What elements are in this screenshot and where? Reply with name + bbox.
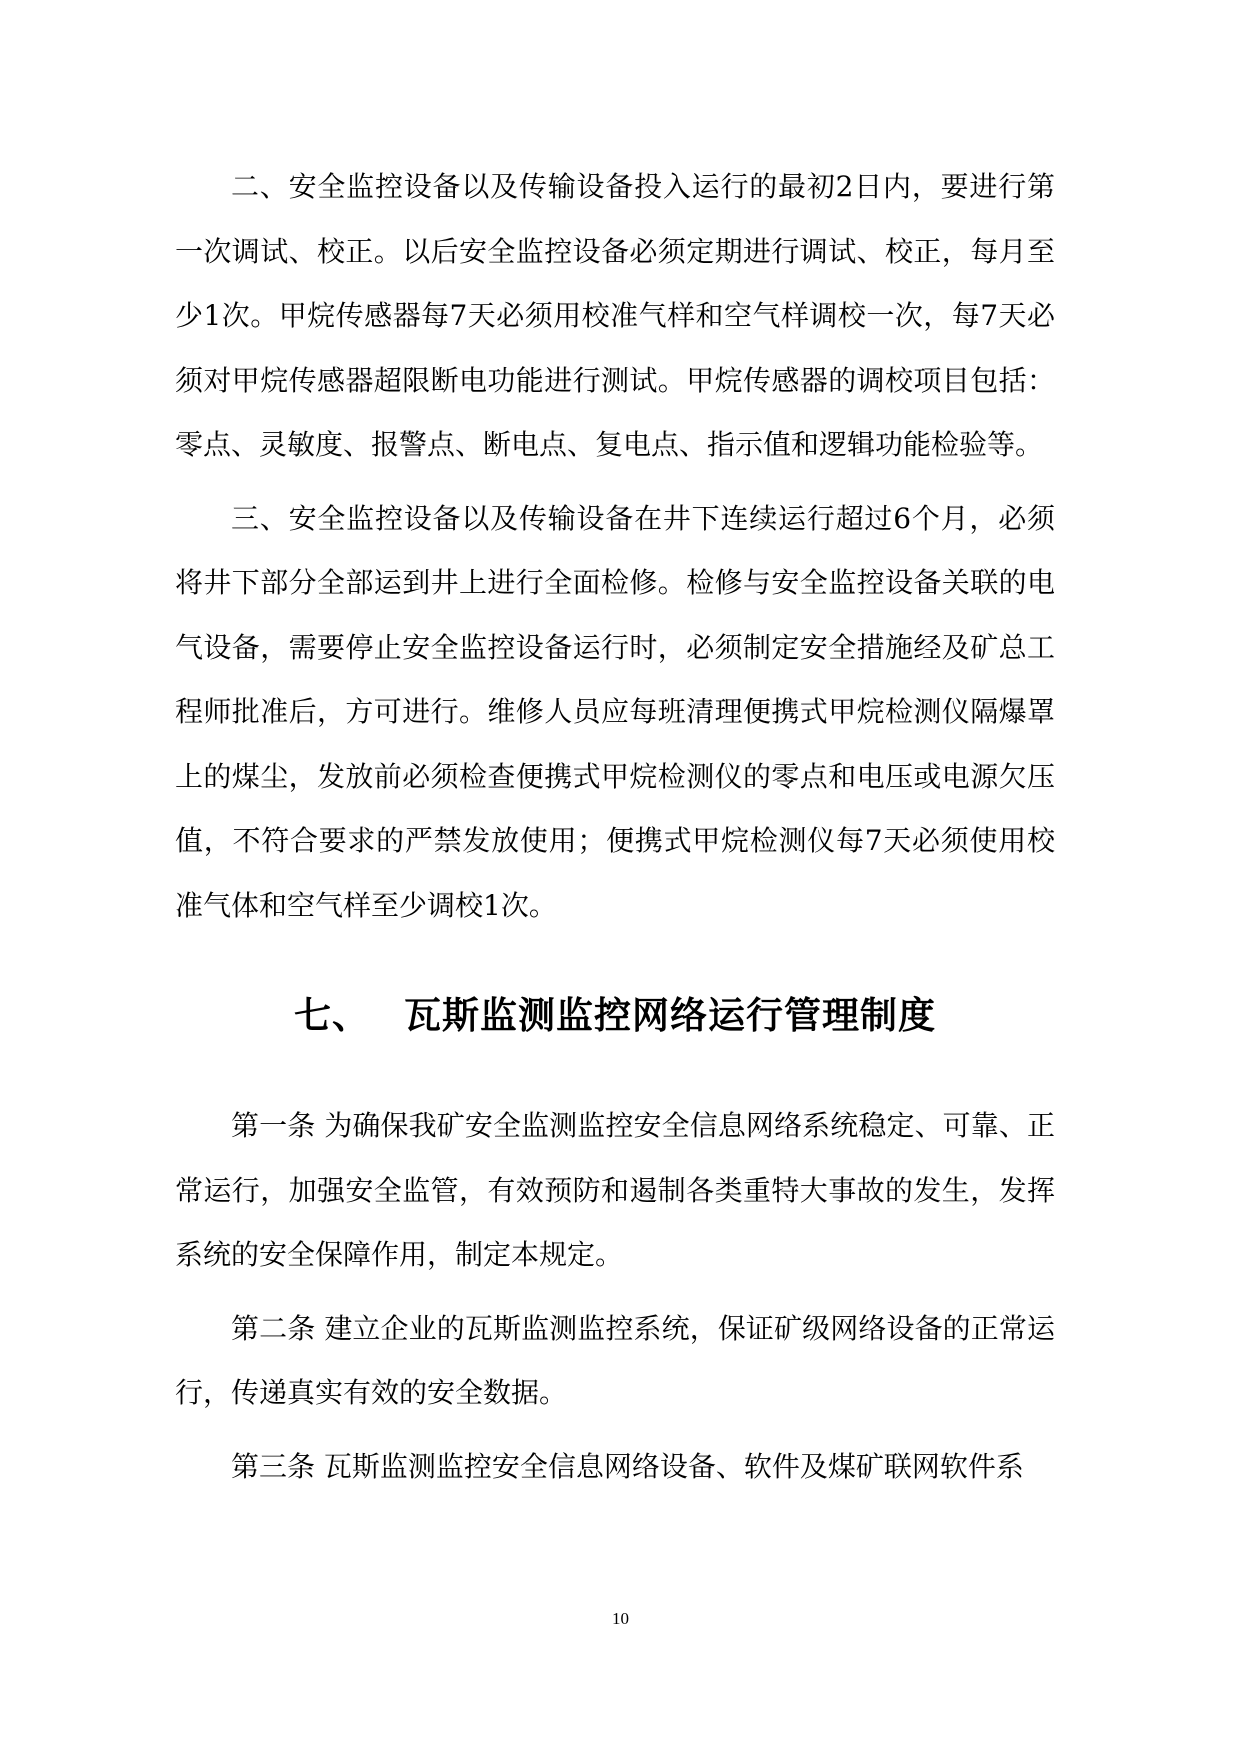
page-body	[175, 155, 1055, 1499]
article-2: 第二条 建立企业的瓦斯监测监控系统，保证矿级网络设备的正常运行，传递真实有效的安全数据。	[175, 1311, 1055, 1409]
paragraph-item-2: 二、安全监控设备以及传输设备投入运行的最初2日内，要进行第一次调试、校正。以后安全监控设备必须定期进行调试、校正，每月至少1次。甲烷传感器每7天必须用校准气样和空气样调校一次，每7天必须对甲烷传感器超限断电功能进行测试。甲烷传感器的调校项目包括：零点、灵敏度、报警点、断电点、复电点、指示值和逻辑功能检验等。	[175, 170, 1055, 461]
article-1: 第一条 为确保我矿安全监测监控安全信息网络系统稳定、可靠、正常运行，加强安全监管，有效预防和遏制各类重特大事故的发生，发挥系统的安全保障作用，制定本规定。	[175, 1109, 1055, 1271]
article-3: 第三条 瓦斯监测监控安全信息网络设备、软件及煤矿联网软件系	[231, 1449, 1024, 1483]
section-heading	[175, 992, 1055, 1040]
section-title: 瓦斯监测监控网络运行管理制度	[404, 994, 936, 1037]
paragraph-item-3: 三、安全监控设备以及传输设备在井下连续运行超过6个月，必须将井下部分全部运到井上进行全面检修。检修与安全监控设备关联的电气设备，需要停止安全监控设备运行时，必须制定安全措施经及矿总工程师批准后，方可进行。维修人员应每班清理便携式甲烷检测仪隔爆罩上的煤尘，发放前必须检查便携式甲烷检测仪的零点和电压或电源欠压值，不符合要求的严禁发放使用；便携式甲烷检测仪每7天必须使用校准气体和空气样至少调校1次。	[175, 501, 1055, 922]
page-number: 10	[612, 1609, 629, 1628]
section-number: 七、	[294, 994, 370, 1037]
